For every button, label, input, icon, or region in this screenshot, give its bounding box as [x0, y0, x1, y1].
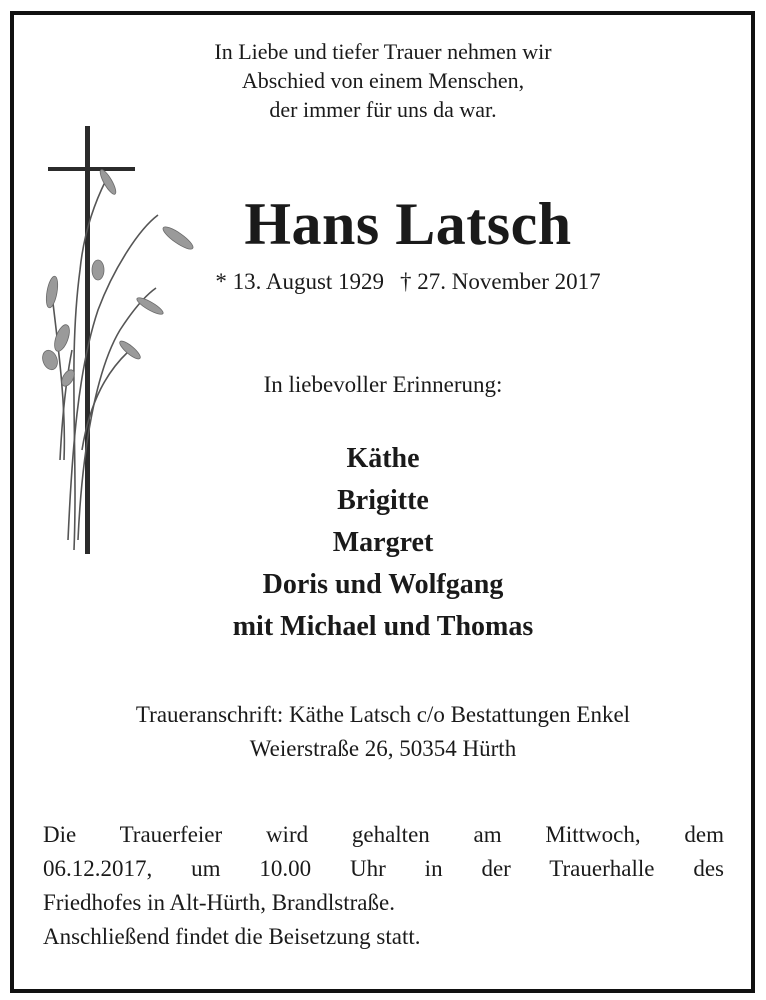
intro-line: der immer für uns da war. — [269, 97, 497, 122]
family-list — [0, 438, 766, 648]
mourning-address — [0, 698, 766, 766]
family-member: mit Michael und Thomas — [232, 611, 534, 642]
intro-line: In Liebe und tiefer Trauer nehmen wir — [214, 39, 552, 64]
death-date: † 27. November 2017 — [400, 269, 601, 294]
ceremony-details — [43, 818, 724, 954]
family-member: Margret — [332, 527, 434, 558]
ceremony-line: 06.12.2017, um 10.00 Uhr in der Trauerhalle des — [43, 856, 724, 881]
deceased-name: Hans Latsch — [244, 191, 572, 257]
ceremony-line: Friedhofes in Alt-Hürth, Brandlstraße. — [43, 890, 395, 915]
family-member: Doris und Wolfgang — [262, 569, 504, 600]
intro-line: Abschied von einem Menschen, — [241, 68, 525, 93]
address-line: Weierstraße 26, 50354 Hürth — [249, 736, 517, 761]
address-line: Traueranschrift: Käthe Latsch c/o Bestattungen Enkel — [135, 702, 631, 727]
family-member: Brigitte — [337, 485, 429, 516]
ceremony-line: Anschließend findet die Beisetzung statt. — [43, 924, 421, 949]
memory-heading: In liebevoller Erinnerung: — [263, 372, 503, 397]
family-member: Käthe — [346, 443, 420, 474]
intro-text — [0, 37, 766, 124]
ceremony-line: Die Trauerfeier wird gehalten am Mittwoch, dem — [43, 822, 724, 847]
life-dates — [0, 265, 766, 299]
birth-date: * 13. August 1929 — [215, 269, 385, 294]
